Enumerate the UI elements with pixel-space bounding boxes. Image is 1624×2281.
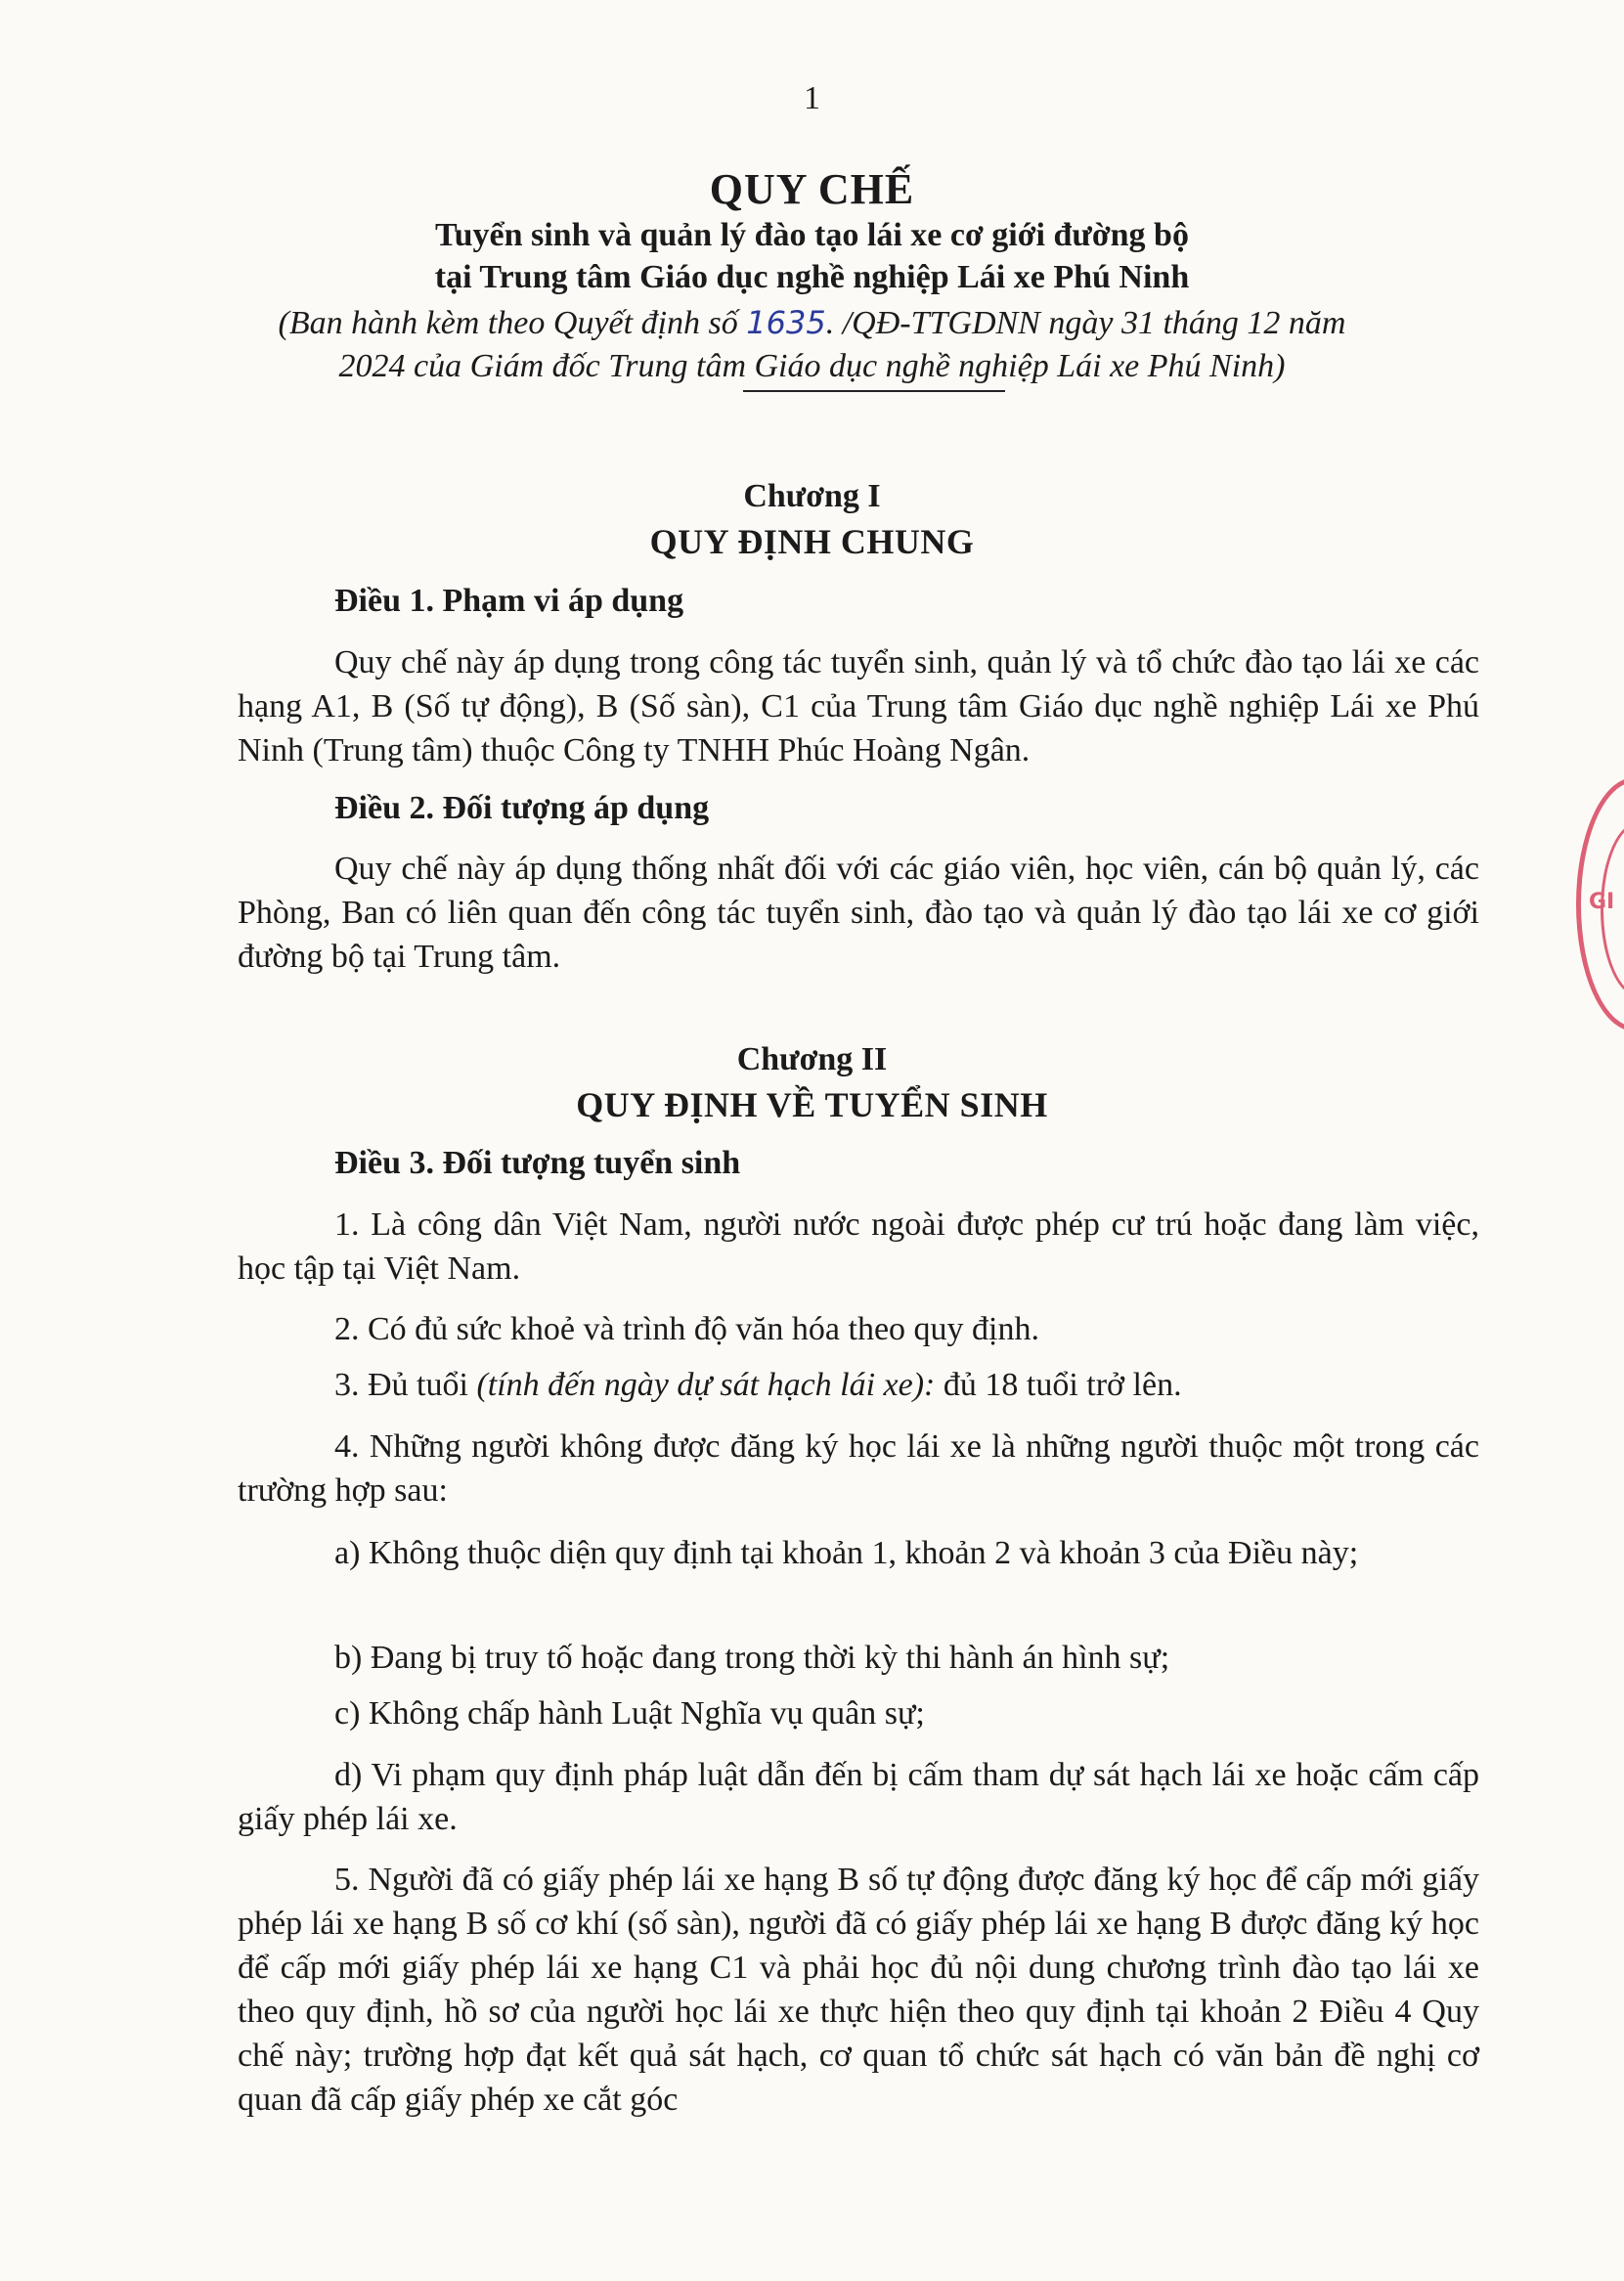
title-underline-rule [743, 390, 1005, 392]
issuance-prefix: (Ban hành kèm theo Quyết định số [278, 305, 747, 341]
article3-item3 [238, 1363, 1479, 1407]
article3-item4: 4. Những người không được đăng ký học lái xe là những người thuộc một trong các trường hợp sau: [238, 1428, 1479, 1509]
red-seal-stamp [1576, 777, 1624, 1031]
article1-heading: Điều 1. Phạm vi áp dụng [334, 583, 684, 619]
handwritten-decision-number: 1635 [746, 304, 826, 341]
item3-prefix: 3. Đủ tuổi [334, 1367, 477, 1403]
article3-item4b: b) Đang bị truy tố hoặc đang trong thời kỳ thi hành án hình sự; [334, 1640, 1170, 1676]
chapter2-name: QUY ĐỊNH VỀ TUYỂN SINH [576, 1085, 1048, 1124]
article2-text: Quy chế này áp dụng thống nhất đối với các giáo viên, học viên, cán bộ quản lý, các Phòng, Ban có liên quan đến công tác tuyển sinh, đào tạo và quản lý đào tạo lái xe cơ giới đường bộ tại Trung tâm. [238, 851, 1479, 975]
article1-text: Quy chế này áp dụng trong công tác tuyển sinh, quản lý và tổ chức đào tạo lái xe các hạng A1, B (Số tự động), B (Số sàn), C1 của Trung tâm Giáo dục nghề nghiệp Lái xe Phú Ninh (Trung tâm) thuộc Công ty TNHH Phúc Hoàng Ngân. [238, 644, 1479, 768]
item3-italic-note: (tính đến ngày dự sát hạch lái xe): [476, 1367, 936, 1403]
article3-item1: 1. Là công dân Việt Nam, người nước ngoài được phép cư trú hoặc đang làm việc, học tập tại Việt Nam. [238, 1206, 1479, 1287]
article3-item4d: d) Vi phạm quy định pháp luật dẫn đến bị cấm tham dự sát hạch lái xe hoặc cấm cấp giấy phép lái xe. [238, 1757, 1479, 1837]
page-number: 1 [804, 80, 820, 116]
issuance-suffix: . /QĐ-TTGDNN ngày 31 tháng 12 năm [825, 305, 1346, 341]
article3-item2: 2. Có đủ sức khoẻ và trình độ văn hóa theo quy định. [334, 1311, 1039, 1347]
chapter2-label: Chương II [736, 1041, 888, 1077]
chapter1-name: QUY ĐỊNH CHUNG [649, 522, 975, 561]
issuance-note-line1 [0, 304, 1624, 342]
article3-heading: Điều 3. Đối tượng tuyển sinh [334, 1145, 741, 1181]
article2-heading: Điều 2. Đối tượng áp dụng [334, 790, 710, 826]
article3-item4c: c) Không chấp hành Luật Nghĩa vụ quân sự; [334, 1695, 925, 1732]
document-subtitle-line2: tại Trung tâm Giáo dục nghề nghiệp Lái xe Phú Ninh [434, 259, 1190, 295]
document-title: QUY CHẾ [709, 165, 915, 213]
red-seal-text: GI [1589, 890, 1615, 914]
document-subtitle-line1: Tuyển sinh và quản lý đào tạo lái xe cơ giới đường bộ [435, 217, 1189, 253]
item3-suffix: đủ 18 tuổi trở lên. [935, 1367, 1182, 1403]
article3-item4a: a) Không thuộc diện quy định tại khoản 1, khoản 2 và khoản 3 của Điều này; [334, 1535, 1359, 1571]
issuance-note-line2: 2024 của Giám đốc Trung tâm Giáo dục nghề nghiệp Lái xe Phú Ninh) [338, 348, 1286, 384]
article3-item5: 5. Người đã có giấy phép lái xe hạng B số tự động được đăng ký học để cấp mới giấy phép lái xe hạng B số cơ khí (số sàn), người đã có giấy phép lái xe hạng B được đăng ký học để cấp mới giấy phép lái xe hạng C1 và phải học đủ nội dung chương trình đào tạo lái xe theo quy định, hồ sơ của người học lái xe thực hiện theo quy định tại khoản 2 Điều 4 Quy chế này; trường hợp đạt kết quả sát hạch, cơ quan tổ chức sát hạch có văn bản đề nghị cơ quan đã cấp giấy phép xe cắt góc [238, 1862, 1479, 2118]
chapter1-label: Chương I [743, 478, 881, 514]
